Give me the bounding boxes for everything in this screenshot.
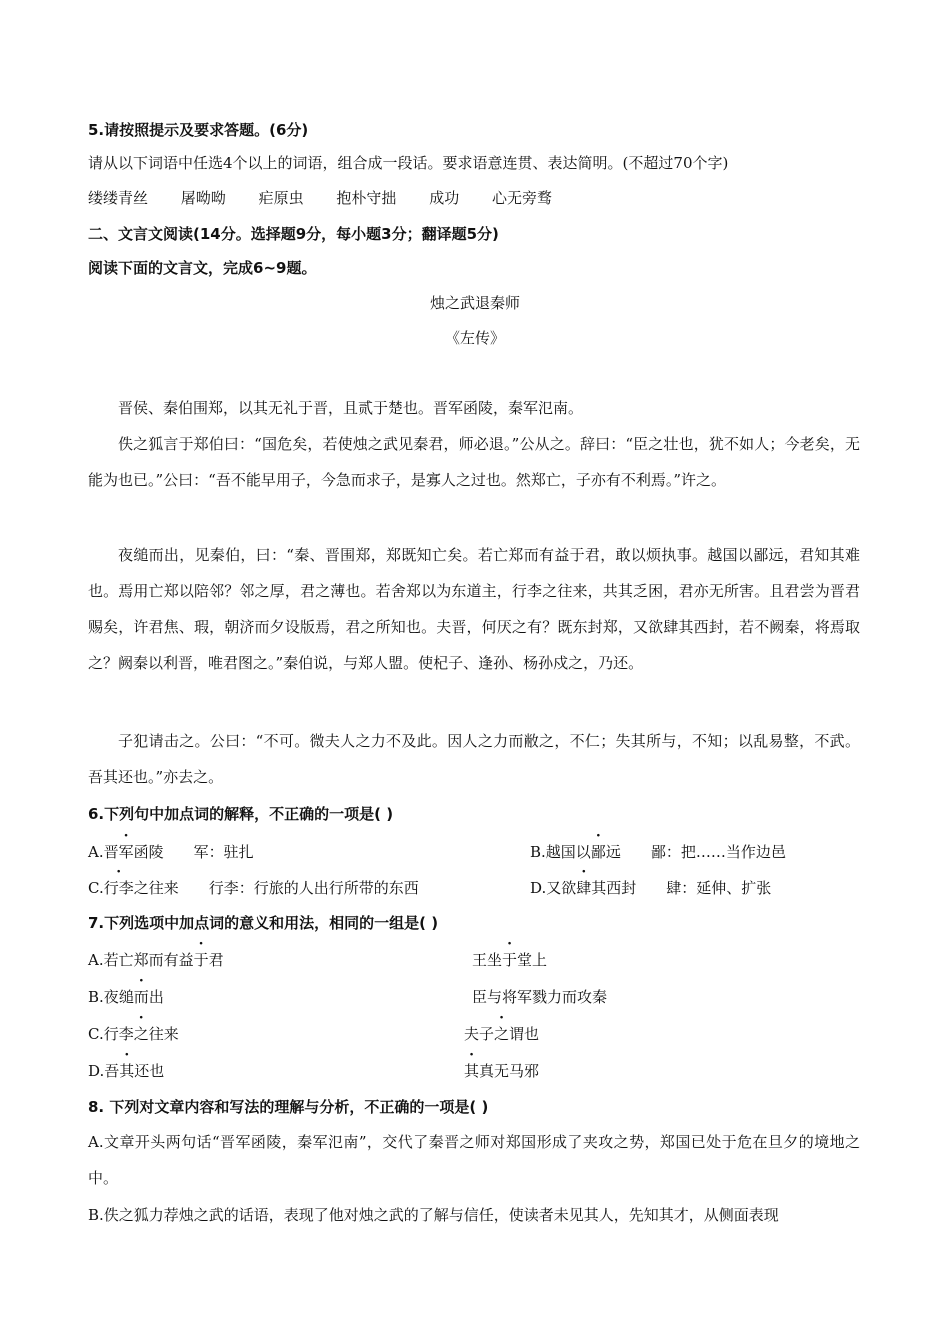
q7-option-c-left: C.行李之往来 [88, 1025, 179, 1043]
q6-option-a-explanation: 军：驻扎 [193, 843, 254, 861]
q5-word-list [88, 188, 580, 208]
word-item: 心无旁骛 [491, 189, 552, 207]
q7-option-d-right: 其真无马邪 [464, 1062, 540, 1080]
q6-option-d: D.又欲肆其西封 肆：延伸、扩张 [530, 879, 772, 897]
passage-paragraph-1: 晋侯、秦伯围郑，以其无礼于晋，且贰于楚也。晋军函陵，秦军氾南。 [118, 399, 584, 417]
q7-option-d-left: D.吾其还也 [88, 1062, 165, 1080]
q6-option-c: C.行李之往来 行李：行旅的人出行所带的东西 [88, 879, 419, 897]
section-heading: 二、文言文阅读(14分。选择题9分，每小题3分；翻译题5分) [88, 225, 499, 243]
passage-paragraph-4: 子犯请击之。公曰：“不可。微夫人之力不及此。因人之力而敝之，不仁；失其所与，不知；以乱易整，不武。吾其还也。”亦去之。 [88, 732, 860, 786]
word-item: 疟原虫 [258, 189, 304, 207]
q7-option-a-left: A.若亡郑而有益于君 [88, 951, 224, 969]
word-item: 抱朴守拙 [336, 189, 397, 207]
q6-title: 6.下列句中加点词的解释，不正确的一项是( ) [88, 805, 394, 823]
q7-option-c-right: 夫子之谓也 [464, 1025, 540, 1043]
dotted-word: 之 [494, 1025, 510, 1043]
q7-option-a-right: 王坐于堂上 [472, 951, 548, 969]
q7-option-b-left: B.夜缒而出 [88, 988, 164, 1006]
q7-option-b-right: 臣与将军戮力而攻秦 [472, 988, 608, 1006]
dotted-word: 其 [119, 1062, 135, 1080]
q6-option-c-explanation: 行李：行旅的人出行所带的东西 [208, 879, 419, 897]
q6-option-b: B.越国以鄙远 鄙：把……当作边邑 [530, 843, 786, 861]
section-intro: 阅读下面的文言文，完成6~9题。 [88, 259, 317, 277]
q5-title: 5.请按照提示及要求答题。(6分) [88, 121, 309, 139]
word-item: 成功 [429, 189, 460, 207]
dotted-word: 而 [133, 988, 149, 1006]
passage-paragraph-3: 夜缒而出，见秦伯，曰：“秦、晋围郑，郑既知亡矣。若亡郑而有益于君，敢以烦执事。越国以鄙远，君知其难也。焉用亡郑以陪邻？邻之厚，君之薄也。若舍郑以为东道主，行李之往来，共其乏困，君亦无所害。且君尝为晋君赐矣，许君焦、瑕，朝济而夕设版焉，君之所知也。夫晋，何厌之有？既东封郑，又欲肆其西封，若不阙秦，将焉取之？阙秦以利晋，唯君图之。”秦伯说，与郑人盟。使杞子、逢孙、杨孙戍之，乃还。 [88, 546, 860, 672]
passage-title: 烛之武退秦师 [429, 294, 520, 312]
dotted-word: 肆 [576, 879, 592, 897]
q8-option-b: B.佚之狐力荐烛之武的话语，表现了他对烛之武的了解与信任，使读者未见其人，先知其才，从侧面表现 [88, 1206, 779, 1224]
q8-option-a: A.文章开头两句话“晋军函陵，秦军氾南”，交代了秦晋之师对郑国形成了夹攻之势，郑国已处于危在旦夕的境地之中。 [88, 1133, 860, 1187]
q6-option-d-explanation: 肆：延伸、扩张 [666, 879, 772, 897]
q6-option-a: A.晋军函陵 军：驻扎 [88, 843, 254, 861]
passage-paragraph-2: 佚之狐言于郑伯曰：“国危矣，若使烛之武见秦君，师必退。”公从之。辞曰：“臣之壮也，犹不如人；今老矣，无能为也已。”公曰：“吾不能早用子，今急而求子，是寡人之过也。然郑亡，子亦有不利焉。”许之。 [88, 435, 860, 489]
dotted-word: 于 [502, 951, 518, 969]
q5-instruction: 请从以下词语中任选4个以上的词语，组合成一段话。要求语意连贯、表达简明。(不超过70个字) [88, 154, 729, 172]
dotted-word: 之 [133, 1025, 149, 1043]
word-item: 缕缕青丝 [88, 189, 149, 207]
q8-title: 8. 下列对文章内容和写法的理解与分析，不正确的一项是( ) [88, 1098, 489, 1116]
dotted-word: 行李 [103, 879, 134, 897]
passage-source: 《左传》 [444, 329, 505, 347]
dotted-word: 鄙 [590, 843, 606, 861]
q7-title: 7.下列选项中加点词的意义和用法，相同的一组是( ) [88, 914, 439, 932]
word-item: 屠呦呦 [180, 189, 226, 207]
q6-option-b-explanation: 鄙：把……当作边邑 [650, 843, 786, 861]
dotted-word: 于 [193, 951, 209, 969]
dotted-word: 军 [118, 843, 134, 861]
dotted-word: 其 [464, 1062, 480, 1080]
